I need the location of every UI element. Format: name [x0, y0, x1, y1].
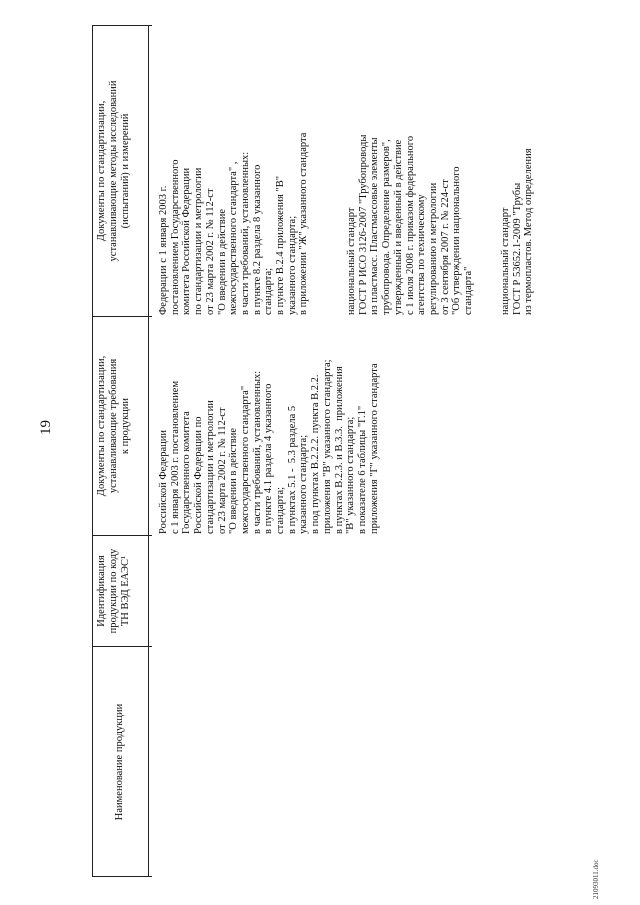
- methods-doc-line: по стандартизации и метрологии: [193, 167, 205, 315]
- requirements-doc-line: в пунктах В.2.3. и В.3.3. приложения: [333, 366, 345, 534]
- header-bottom-border: [148, 25, 149, 877]
- methods-doc-line: "Об утверждении национального: [451, 166, 463, 315]
- methods-doc-line: стандарта": [463, 266, 475, 315]
- methods-doc-line: ГОСТ Р ИСО 3126-2007 "Трубопроводы: [357, 134, 369, 315]
- methods-doc-line: ГОСТ Р 53652.1-2009 "Трубы: [511, 182, 523, 315]
- page-number: 19: [38, 420, 54, 435]
- methods-doc-line: в приложении "Ж" указанного стандарта: [298, 132, 310, 315]
- methods-doc-line: трубопровода. Определение размеров",: [381, 139, 393, 315]
- methods-doc-line: в пункте В.2.4 приложения "В": [275, 175, 287, 315]
- requirements-doc-line: стандартизации и метрологии: [204, 400, 216, 534]
- requirements-doc-line: указанного стандарта;: [298, 434, 310, 534]
- requirements-doc-line: от 23 марта 2002 г. № 112-ст: [216, 407, 228, 534]
- methods-docs-block-1: [158, 133, 310, 315]
- methods-doc-line: в пункте 8.2 раздела 8 указанного: [251, 164, 263, 315]
- methods-doc-line: с 1 июля 2008 г. приказом федерального: [404, 135, 416, 315]
- methods-doc-line: "О введении в действие: [216, 208, 228, 315]
- table-top-border: [92, 25, 93, 877]
- requirements-docs-cell: [158, 359, 380, 534]
- methods-doc-line: указанного стандарта;: [286, 215, 298, 315]
- requirements-doc-line: Российской Федерации: [158, 430, 169, 534]
- methods-doc-line: в части требований, установленных:: [239, 151, 251, 315]
- requirements-doc-line: Государственного комитета: [181, 411, 193, 534]
- requirements-doc-line: в части требований, установленных:: [251, 370, 263, 534]
- methods-doc-line: утвержденный и введенный в действие: [392, 139, 404, 315]
- methods-doc-line: от 23 марта 2002 г. № 112-ст: [204, 188, 216, 315]
- requirements-doc-line: в пункте 4.1 раздела 4 указанного: [263, 383, 275, 534]
- requirements-doc-line: Российской Федерации по: [193, 416, 205, 534]
- requirements-doc-line: стандарта;: [275, 486, 287, 534]
- methods-doc-line: стандарта;: [263, 267, 275, 315]
- requirements-doc-line: приложения "В" указанного стандарта;: [321, 359, 333, 534]
- header-methods-docs: Документы по стандартизации, устанавливающие методы исследований (испытаний) и измерений: [96, 80, 131, 262]
- requirements-doc-line: приложения "Г" указанного стандарта: [368, 363, 380, 534]
- methods-doc-line: агентства по техническому: [416, 194, 428, 315]
- methods-doc-line: постановлением Государственного: [169, 159, 181, 315]
- methods-docs-block-3: [500, 148, 535, 315]
- methods-doc-line: Федерации с 1 января 2003 г.: [158, 185, 169, 315]
- methods-doc-line: регулированию и метрологии: [427, 182, 439, 315]
- file-name-footer: 21093011.doc: [592, 859, 600, 899]
- methods-docs-block-2: [346, 135, 475, 315]
- requirements-doc-line: в пунктах 5.1 - 5.3 раздела 5: [286, 405, 298, 534]
- methods-doc-line: от 3 сентября 2007 г. № 224-ст: [439, 179, 451, 315]
- header-tn-ved-code: Идентификация продукции по коду ТН ВЭД ЕАЭС¹: [96, 548, 131, 634]
- header-product-name: Наименование продукции: [114, 703, 125, 821]
- methods-doc-line: национальный стандарт: [346, 207, 357, 315]
- requirements-doc-line: в показателе 6 таблицы "Г.1": [356, 405, 368, 534]
- requirements-doc-line: межгосударственного стандарта": [239, 385, 251, 534]
- requirements-doc-line: "О введении в действие: [228, 427, 240, 534]
- methods-doc-line: межгосударственного стандарта" ,: [228, 161, 240, 315]
- methods-doc-line: комитета Российской Федерации: [181, 167, 193, 315]
- methods-doc-line: из пластмасс. Пластмассовые элементы: [369, 137, 381, 315]
- methods-doc-line: национальный стандарт: [500, 207, 511, 315]
- requirements-doc-line: "В" указанного стандарта;: [345, 416, 357, 534]
- requirements-doc-line: с 1 января 2003 г. постановлением: [169, 380, 181, 534]
- methods-doc-line: из термопластов. Метод определения: [523, 148, 535, 315]
- header-requirements-docs: Документы по стандартизации, устанавливающие требования к продукции: [96, 355, 131, 497]
- requirements-doc-line: в под пунктах В.2.2.2. пункта В.2.2.: [310, 374, 322, 534]
